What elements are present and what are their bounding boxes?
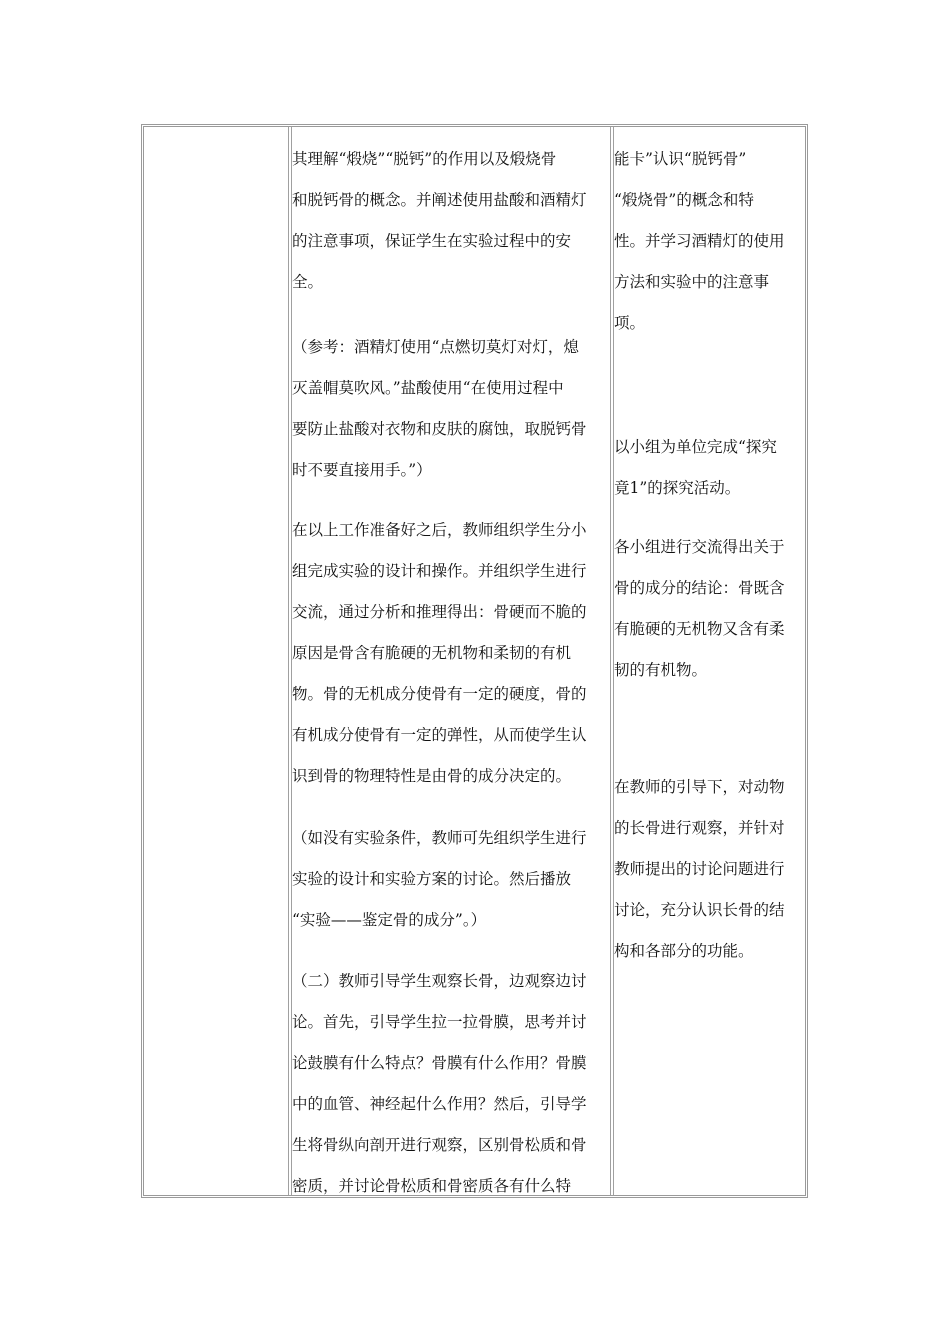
text-line: “煅烧骨”的概念和特 (614, 191, 754, 209)
text-line: 组完成实验的设计和操作。并组织学生进行 (292, 562, 587, 580)
text-line: 在以上工作准备好之后，教师组织学生分小 (292, 521, 587, 539)
right-paragraph-4 (614, 767, 785, 972)
text-line: 交流，通过分析和推理得出：骨硬而不脆的 (292, 603, 587, 621)
text-line: 的长骨进行观察，并针对 (614, 819, 785, 837)
mid-paragraph-5 (292, 961, 587, 1195)
right-paragraph-1 (614, 139, 785, 344)
text-line: （参考：酒精灯使用“点燃切莫灯对灯，熄 (292, 338, 579, 356)
text-line: 论鼓膜有什么特点？骨膜有什么作用？骨膜 (292, 1054, 587, 1072)
text-line: 原因是骨含有脆硬的无机物和柔韧的有机 (292, 644, 572, 662)
text-line: 教师提出的讨论问题进行 (614, 860, 785, 878)
text-line: 实验的设计和实验方案的讨论。然后播放 (292, 870, 572, 888)
text-line: 各小组进行交流得出关于 (614, 538, 785, 556)
right-paragraph-3 (614, 527, 785, 691)
teacher-activity-cell (292, 127, 610, 1195)
mid-paragraph-2 (292, 327, 587, 491)
right-paragraph-2 (614, 427, 777, 509)
text-line: 讨论，充分认识长骨的结 (614, 901, 785, 919)
mid-paragraph-4 (292, 818, 587, 941)
text-line: 的注意事项，保证学生在实验过程中的安 (292, 232, 572, 250)
text-line: 和脱钙骨的概念。并阐述使用盐酸和酒精灯 (292, 191, 587, 209)
student-activity-cell (614, 127, 804, 1195)
text-line: （如没有实验条件，教师可先组织学生进行 (292, 829, 587, 847)
text-line: 性。并学习酒精灯的使用 (614, 232, 785, 250)
mid-paragraph-3 (292, 510, 587, 797)
text-line: 密质，并讨论骨松质和骨密质各有什么特 (292, 1177, 572, 1195)
lesson-table (141, 124, 808, 1198)
mid-paragraph-1 (292, 139, 587, 303)
text-line: 以小组为单位完成“探究 (614, 438, 777, 456)
text-line: 有脆硬的无机物又含有柔 (614, 620, 785, 638)
text-line: “实验——鉴定骨的成分”。） (292, 911, 487, 929)
text-line: 有机成分使骨有一定的弹性，从而使学生认 (292, 726, 587, 744)
text-line: 方法和实验中的注意事 (614, 273, 770, 291)
text-line: 竟1”的探究活动。 (614, 479, 741, 497)
text-line: 全。 (292, 273, 324, 291)
text-line: 其理解“煅烧”“脱钙”的作用以及煅烧骨 (292, 150, 557, 168)
text-line: 识到骨的物理特性是由骨的成分决定的。 (292, 767, 572, 785)
text-line: 项。 (614, 314, 646, 332)
text-line: （二）教师引导学生观察长骨，边观察边讨 (292, 972, 587, 990)
text-line: 物。骨的无机成分使骨有一定的硬度，骨的 (292, 685, 587, 703)
text-line: 在教师的引导下，对动物 (614, 778, 785, 796)
text-line: 生将骨纵向剖开进行观察，区别骨松质和骨 (292, 1136, 587, 1154)
text-line: 构和各部分的功能。 (614, 942, 754, 960)
text-line: 时不要直接用手。”） (292, 461, 432, 479)
text-line: 中的血管、神经起什么作用？然后，引导学 (292, 1095, 587, 1113)
text-line: 灭盖帽莫吹风。”盐酸使用“在使用过程中 (292, 379, 564, 397)
text-line: 韧的有机物。 (614, 661, 708, 679)
text-line: 要防止盐酸对衣物和皮肤的腐蚀，取脱钙骨 (292, 420, 587, 438)
text-line: 能卡”认识“脱钙骨” (614, 150, 747, 168)
text-line: 骨的成分的结论：骨既含 (614, 579, 785, 597)
text-line: 论。首先，引导学生拉一拉骨膜，思考并讨 (292, 1013, 587, 1031)
